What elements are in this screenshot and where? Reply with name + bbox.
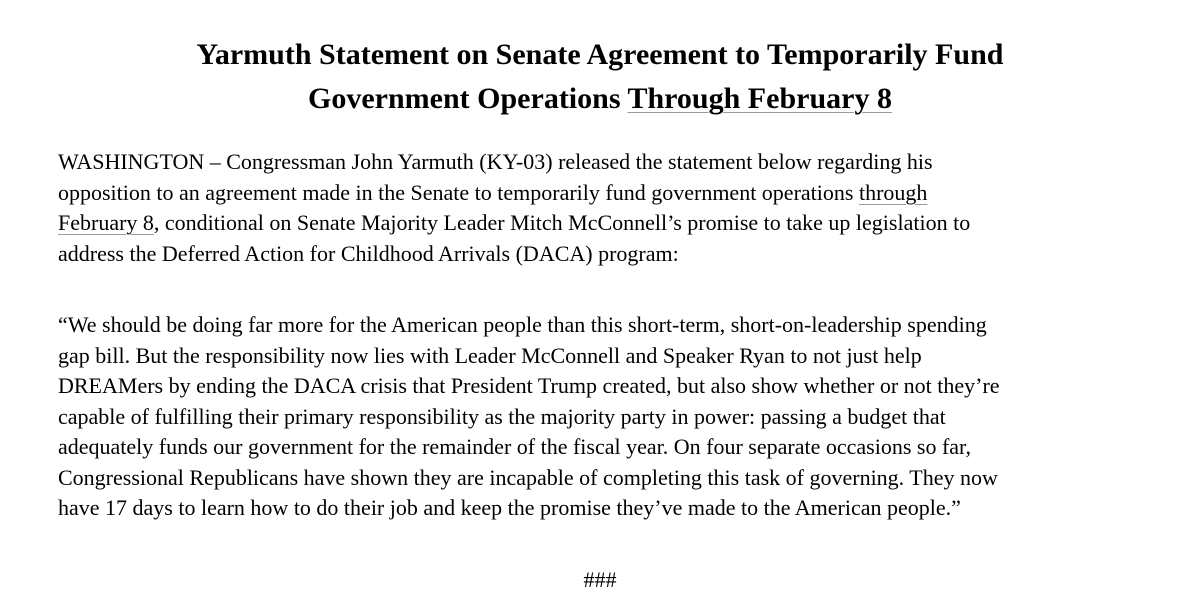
intro-paragraph bbox=[58, 147, 1158, 269]
quote-paragraph bbox=[58, 310, 1158, 524]
intro-line-2 bbox=[58, 178, 1158, 209]
intro-line-1: WASHINGTON – Congressman John Yarmuth (KY-03) released the statement below regarding his bbox=[58, 149, 933, 174]
quote-line: “We should be doing far more for the American people than this short-term, short-on-leadership spending bbox=[58, 312, 987, 337]
intro-date-link-part-1[interactable]: through bbox=[858, 179, 928, 205]
quote-line: gap bill. But the responsibility now lies with Leader McConnell and Speaker Ryan to not just help bbox=[58, 342, 922, 368]
title-line-2 bbox=[80, 77, 1120, 121]
title-line-1: Yarmuth Statement on Senate Agreement to Temporarily Fund bbox=[196, 38, 1004, 71]
quote-line: Congressional Republicans have shown they are incapable of completing this task of governing. They now bbox=[58, 464, 998, 490]
quote-line: adequately funds our government for the remainder of the fiscal year. On four separate occasions so far, bbox=[58, 434, 971, 459]
title-line-2-text: Government Operations bbox=[308, 82, 628, 115]
quote-line: capable of fulfilling their primary responsibility as the majority party in power: passing a budget that bbox=[58, 403, 946, 429]
intro-line-3-text: , conditional on Senate Majority Leader Mitch McConnell’s promise to take up legislation to bbox=[153, 210, 971, 235]
quote-line: DREAMers by ending the DACA crisis that President Trump created, but also show whether or not they’re bbox=[58, 373, 1000, 398]
intro-line-2-text: opposition to an agreement made in the Senate to temporarily fund government operations bbox=[58, 179, 859, 205]
intro-line-4: address the Deferred Action for Childhood Arrivals (DACA) program: bbox=[58, 240, 679, 266]
quote-line: have 17 days to learn how to do their job and keep the promise they’ve made to the American people.” bbox=[58, 495, 961, 520]
press-release-title bbox=[80, 33, 1120, 121]
intro-date-link-part-2[interactable]: February 8 bbox=[58, 210, 154, 235]
intro-line-3 bbox=[58, 208, 1158, 239]
end-mark: ### bbox=[583, 567, 617, 592]
title-date-link[interactable]: Through February 8 bbox=[627, 82, 892, 115]
